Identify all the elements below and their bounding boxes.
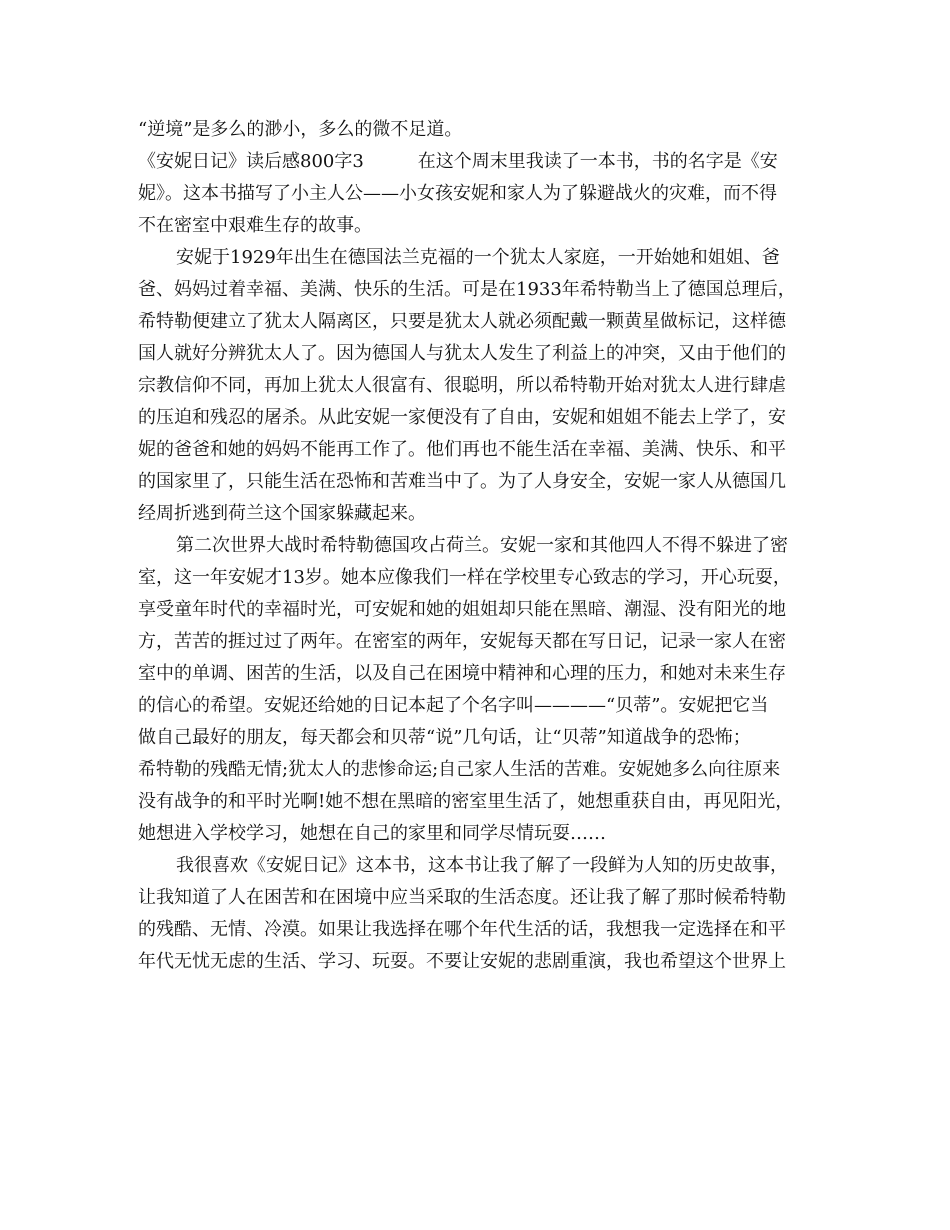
text-line: 享受童年时代的幸福时光，可安妮和她的姐姐却只能在黑暗、潮湿、没有阳光的地 [138,599,786,620]
paragraph-start-line: 我很喜欢《安妮日记》这本书，这本书让我了解了一段鲜为人知的历史故事， [176,855,788,876]
text-line: 室，这一年安妮才13岁。她本应像我们一样在学校里专心致志的学习，开心玩耍， [138,567,791,588]
text-line: 的压迫和残忍的屠杀。从此安妮一家便没有了自由，安妮和姐姐不能去上学了，安 [138,407,786,428]
text-line: 《安妮日记》读后感800字3 在这个周末里我读了一本书，书的名字是《安 [138,151,778,172]
body-text [138,114,818,978]
text-line: 不在密室中艰难生存的故事。 [138,215,372,236]
paragraph-start-line: 安妮于1929年出生在德国法兰克福的一个犹太人家庭，一开始她和姐姐、爸 [176,247,780,268]
text-line: 妮》。这本书描写了小主人公——小女孩安妮和家人为了躲避战火的灾难，而不得 [138,183,777,204]
text-line: 的信心的希望。安妮还给她的日记本起了个名字叫————“贝蒂”。安妮把它当 [138,695,769,716]
text-line: 爸、妈妈过着幸福、美满、快乐的生活。可是在1933年希特勒当上了德国总理后， [138,279,796,300]
text-line: 室中的单调、困苦的生活，以及自己在困境中精神和心理的压力，和她对未来生存 [138,663,786,684]
text-line: 希特勒便建立了犹太人隔离区，只要是犹太人就必须配戴一颗黄星做标记，这样德 [138,311,786,332]
text-line: 经周折逃到荷兰这个国家躲藏起来。 [138,503,426,524]
text-line: 妮的爸爸和她的妈妈不能再工作了。他们再也不能生活在幸福、美满、快乐、和平 [138,439,786,460]
text-line: 她想进入学校学习，她想在自己的家里和同学尽情玩耍…… [138,823,606,844]
text-line: 做自己最好的朋友，每天都会和贝蒂“说”几句话，让“贝蒂”知道战争的恐怖； [138,727,751,748]
text-line: 的国家里了，只能生活在恐怖和苦难当中了。为了人身安全，安妮一家人从德国几 [138,471,786,492]
text-line: 国人就好分辨犹太人了。因为德国人与犹太人发生了利益上的冲突，又由于他们的 [138,343,786,364]
text-line: 希特勒的残酷无情;犹太人的悲惨命运;自己家人生活的苦难。安妮她多么向往原来 [138,759,781,780]
text-line: “逆境”是多么的渺小，多么的微不足道。 [138,119,463,140]
text-line: 宗教信仰不同，再加上犹太人很富有、很聪明，所以希特勒开始对犹太人进行肆虐 [138,375,786,396]
text-line: 让我知道了人在困苦和在困境中应当采取的生活态度。还让我了解了那时候希特勒 [138,887,786,908]
text-line: 的残酷、无情、冷漠。如果让我选择在哪个年代生活的话，我想我一定选择在和平 [138,919,786,940]
text-line: 没有战争的和平时光啊!她不想在黑暗的密室里生活了，她想重获自由，再见阳光， [138,791,794,812]
text-line: 年代无忧无虑的生活、学习、玩耍。不要让安妮的悲剧重演，我也希望这个世界上 [138,951,786,972]
text-line: 方，苦苦的捱过过了两年。在密室的两年，安妮每天都在写日记，记录一家人在密 [138,631,786,652]
paragraph-start-line: 第二次世界大战时希特勒德国攻占荷兰。安妮一家和其他四人不得不躲进了密 [176,535,788,556]
